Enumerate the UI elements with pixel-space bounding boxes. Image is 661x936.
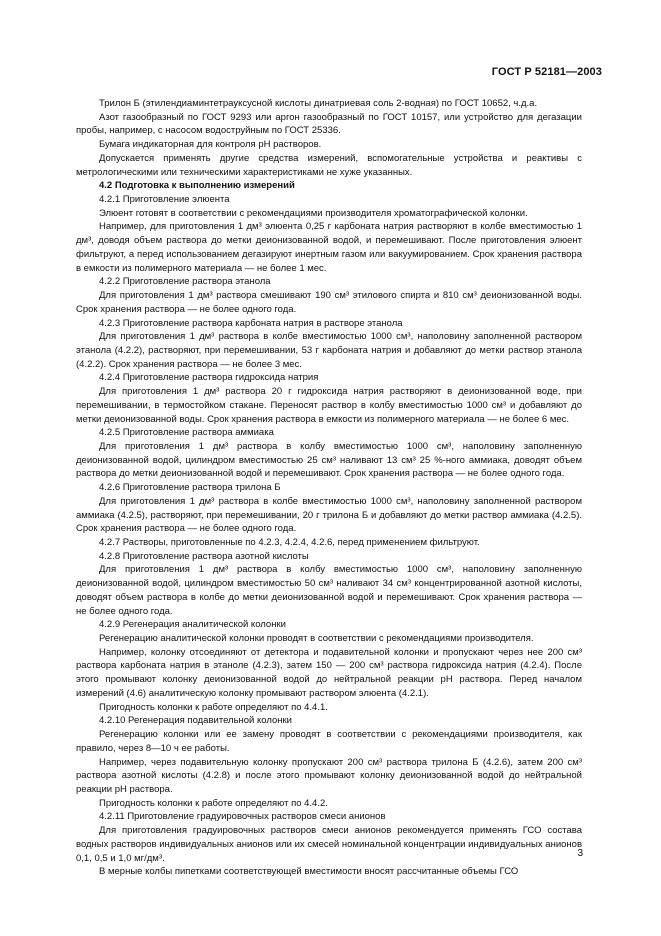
paragraph: 4.2.2 Приготовление раствора этанола bbox=[99, 276, 271, 288]
paragraph: Для приготовления 1 дм³ раствора смешивают 190 см³ этилового спирта и 810 см³ деионизованной воды. Срок хранения раствора — не более одного года. bbox=[76, 290, 582, 315]
paragraph: Для приготовления 1 дм³ раствора в колбу вместимостью 1000 см³, наполовину заполненную деионизованной водой, цилиндром вместимостью 25 см³ наливают 13 см³ 25 %-ного аммиака, доводят объем раствора до метки деионизованной водой и перемешивают. Срок хранения раствора — не более одного года. bbox=[76, 440, 582, 480]
paragraph: Для приготовления 1 дм³ раствора в колбе вместимостью 1000 см³, наполовину заполненной раствором этанола (4.2.2), растворяют, при перемешивании, 53 г карбоната натрия и добавляют до метки раствор этанола (4.2.2). Срок хранения раствора — не более 3 мес. bbox=[76, 331, 582, 370]
paragraph: 4.2.10 Регенерация подавительной колонки bbox=[99, 715, 292, 727]
paragraph: Регенерацию колонки или ее замену проводят в соответствии с рекомендациями производителя, как правило, через 8—10 ч ее работы. bbox=[76, 729, 582, 754]
paragraph: Например, через подавительную колонку пропускают 200 см³ раствора трилона Б (4.2.6), затем 200 см³ раствора азотной кислоты (4.2.8) и после этого промывают колонку деионизованной водой до нейтральной реакции рН раствора. bbox=[76, 756, 582, 795]
paragraph: 4.2.4 Приготовление раствора гидроксида натрия bbox=[99, 372, 319, 384]
paragraph: В мерные колбы пипетками соответствующей вместимости вносят рассчитанные объемы ГСО bbox=[99, 866, 519, 878]
page-header-standard-number: ГОСТ Р 52181—2003 bbox=[491, 66, 602, 78]
paragraph: Пригодность колонки к работе определяют по 4.4.1. bbox=[99, 701, 328, 713]
paragraph: Допускается применять другие средства измерений, вспомогательные устройства и реактивы с метрологическими или техническими характеристиками не хуже указанных. bbox=[76, 152, 582, 178]
paragraph: Для приготовления градуировочных растворов смеси анионов рекомендуется применять ГСО состава водных растворов индивидуальных анионов или их смесей номинальной концентрации индивидуальных анионов 0,1, 0,5 и 1,0 мг/дм³. bbox=[76, 825, 582, 864]
paragraph: Бумага индикаторная для контроля рН растворов. bbox=[99, 139, 322, 151]
body-text bbox=[76, 97, 582, 879]
paragraph: 4.2.3 Приготовление раствора карбоната натрия в растворе этанола bbox=[99, 317, 403, 329]
paragraph: 4.2.5 Приготовление раствора аммиака bbox=[99, 427, 274, 439]
paragraph: Для приготовления 1 дм³ раствора 20 г гидроксида натрия растворяют в деионизованной воде, при перемешивании, в термостойком стакане. Переносят раствор в колбу вместимостью 1000 см³ и добавляют до метки деионизованной воды. Срок хранения раствора в емкости из полимерного материала — не более 6 мес. bbox=[76, 386, 582, 425]
page-number: 3 bbox=[577, 848, 583, 859]
paragraph: Например, для приготовления 1 дм³ элюента 0,25 г карбоната натрия растворяют в колбе вместимостью 1 дм³, доводя объем раствора до метки деионизованной водой, и перемешивают. После приготовления элюент фильтруют, а перед использованием дегазируют инертным газом или вакуумированием. Срок хранения раствора в емкости из полимерного материала — не более 1 мес. bbox=[76, 221, 582, 274]
paragraph: Регенерацию аналитической колонки проводят в соответствии с рекомендациями производителя. bbox=[99, 633, 534, 645]
paragraph: Трилон Б (этилендиаминтетрауксусной кислоты динатриевая соль 2-водная) по ГОСТ 10652, ч.д.а. bbox=[99, 98, 538, 109]
paragraph: 4.2.6 Приготовление раствора трилона Б bbox=[99, 482, 281, 494]
paragraph: Например, колонку отсоединяют от детектора и подавительной колонки и пропускают через нее 200 см³ раствора карбоната натрия в этаноле (4.2.3), затем 150 — 200 см³ раствора гидроксида натрия (4.2.4). После этого промывают колонку деионизованной водой до нейтральной реакции рН раствора. Перед началом измерений (4.6) аналитическую колонку промывают раствором элюента (4.2.1). bbox=[76, 646, 582, 699]
paragraph: Для приготовления 1 дм³ раствора в колбу вместимостью 1000 см³, наполовину заполненную деионизованной водой, цилиндром вместимостью 50 см³ наливают 34 см³ концентрированной азотной кислоты, доводят объем раствора в колбе до метки деионизованной водой и перемешивают. Срок хранения раствора — не более одного года. bbox=[76, 564, 582, 617]
paragraph: 4.2.1 Приготовление элюента bbox=[99, 194, 230, 206]
paragraph: 4.2.7 Растворы, приготовленные по 4.2.3, 4.2.4, 4.2.6, перед применением фильтруют. bbox=[99, 537, 480, 548]
paragraph: Пригодность колонки к работе определяют по 4.4.2. bbox=[99, 797, 328, 809]
paragraph: 4.2.8 Приготовление раствора азотной кислоты bbox=[99, 550, 309, 562]
paragraph: 4.2.9 Регенерация аналитической колонки bbox=[99, 619, 286, 631]
paragraph: Азот газообразный по ГОСТ 9293 или аргон газообразный по ГОСТ 10157, или устройство для дегазации пробы, например, с насосом водоструйным по ГОСТ 25336. bbox=[76, 111, 582, 137]
paragraph: Элюент готовят в соответствии с рекомендациями производителя хроматографической колонки. bbox=[99, 207, 528, 219]
paragraph: 4.2.11 Приготовление градуировочных растворов смеси анионов bbox=[99, 811, 386, 823]
paragraph: Для приготовления 1 дм³ раствора в колбе вместимостью 1000 см³, наполовину заполненной раствором аммиака (4.2.5), растворяют, при перемешивании, 20 г трилона Б и добавляют до метки раствор аммиака (4.2.5). Срок хранения раствора — не более одного года. bbox=[76, 495, 582, 535]
section-heading: 4.2 Подготовка к выполнению измерений bbox=[99, 180, 295, 192]
